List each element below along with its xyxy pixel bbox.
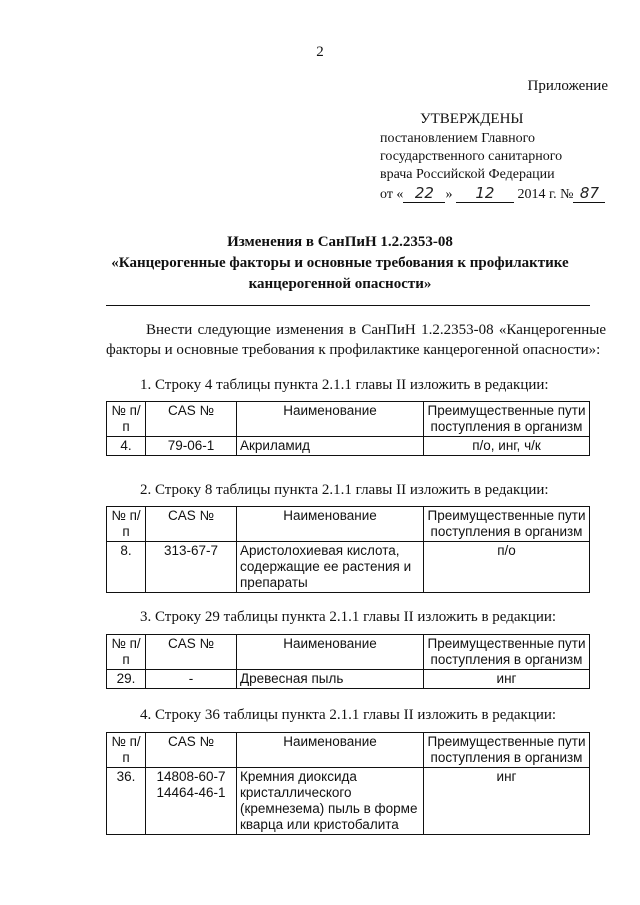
section-1-title: 1. Строку 4 таблицы пункта 2.1.1 главы II изложить в редакции: bbox=[140, 377, 549, 393]
row-route: п/о bbox=[424, 542, 590, 593]
row-name: Кремния диоксида кристаллического (кремнезема) пыль в форме кварца или кристобалита bbox=[237, 768, 424, 835]
header-route: Преимущественные пути поступления в организм bbox=[424, 635, 590, 670]
title-line-1: Изменения в СанПиН 1.2.2353-08 bbox=[227, 234, 453, 250]
intro-text: Внести следующие изменения в СанПиН 1.2.2353-08 «Канцерогенные факторы и основные требования к профилактике канцерогенной опасности»: bbox=[106, 322, 606, 358]
row-route: п/о, инг, ч/к bbox=[424, 437, 590, 456]
row-cas: 79-06-1 bbox=[146, 437, 237, 456]
approval-line-2: государственного санитарного bbox=[380, 149, 563, 164]
row-cas: - bbox=[146, 670, 237, 689]
row-num: 36. bbox=[107, 768, 146, 835]
approval-heading: УТВЕРЖДЕНЫ bbox=[420, 111, 524, 127]
row-num: 4. bbox=[107, 437, 146, 456]
document-title bbox=[60, 232, 620, 295]
date-month: 12 bbox=[456, 184, 514, 203]
header-cas: CAS № bbox=[146, 507, 237, 542]
row-name: Древесная пыль bbox=[237, 670, 424, 689]
section-3-title: 3. Строку 29 таблицы пункта 2.1.1 главы II изложить в редакции: bbox=[140, 609, 557, 625]
header-cas: CAS № bbox=[146, 402, 237, 437]
row-route: инг bbox=[424, 670, 590, 689]
row-route: инг bbox=[424, 768, 590, 835]
table-row bbox=[107, 437, 590, 456]
title-divider bbox=[106, 305, 590, 306]
header-route: Преимущественные пути поступления в организм bbox=[424, 402, 590, 437]
row-cas: 313-67-7 bbox=[146, 542, 237, 593]
row-name: Аристолохиевая кислота, содержащие ее растения и препараты bbox=[237, 542, 424, 593]
table-header-row bbox=[107, 733, 590, 768]
table-row bbox=[107, 542, 590, 593]
approval-date-line bbox=[380, 184, 605, 204]
table-section-3 bbox=[106, 634, 590, 689]
header-route: Преимущественные пути поступления в организм bbox=[424, 733, 590, 768]
table-section-2 bbox=[106, 506, 590, 593]
table-header-row bbox=[107, 507, 590, 542]
row-name: Акриламид bbox=[237, 437, 424, 456]
row-cas: 14808-60-7 14464-46-1 bbox=[146, 768, 237, 835]
table-section-4 bbox=[106, 732, 590, 835]
title-line-2: «Канцерогенные факторы и основные требования к профилактике bbox=[111, 255, 569, 271]
header-name: Наименование bbox=[237, 507, 424, 542]
page-number: 2 bbox=[316, 44, 324, 60]
section-2-title: 2. Строку 8 таблицы пункта 2.1.1 главы II изложить в редакции: bbox=[140, 482, 549, 498]
approval-line-1: постановлением Главного bbox=[380, 131, 535, 146]
date-prefix: от « bbox=[380, 187, 404, 202]
row-num: 29. bbox=[107, 670, 146, 689]
header-num: № п/п bbox=[107, 733, 146, 768]
header-route: Преимущественные пути поступления в организм bbox=[424, 507, 590, 542]
intro-paragraph bbox=[106, 320, 606, 360]
section-4-title: 4. Строку 36 таблицы пункта 2.1.1 главы II изложить в редакции: bbox=[140, 707, 557, 723]
date-mid: » bbox=[445, 187, 453, 202]
header-num: № п/п bbox=[107, 402, 146, 437]
decree-number: 87 bbox=[573, 184, 605, 203]
date-year: 2014 г. № bbox=[517, 187, 574, 202]
appendix-label: Приложение bbox=[527, 78, 608, 94]
header-cas: CAS № bbox=[146, 733, 237, 768]
row-num: 8. bbox=[107, 542, 146, 593]
table-section-1 bbox=[106, 401, 590, 456]
header-cas: CAS № bbox=[146, 635, 237, 670]
header-num: № п/п bbox=[107, 635, 146, 670]
title-line-3: канцерогенной опасности» bbox=[248, 276, 432, 292]
header-name: Наименование bbox=[237, 402, 424, 437]
approval-line-3: врача Российской Федерации bbox=[380, 167, 555, 182]
approval-block bbox=[380, 110, 605, 204]
table-row bbox=[107, 768, 590, 835]
table-header-row bbox=[107, 635, 590, 670]
header-name: Наименование bbox=[237, 635, 424, 670]
date-day: 22 bbox=[403, 184, 445, 203]
table-row bbox=[107, 670, 590, 689]
header-num: № п/п bbox=[107, 507, 146, 542]
header-name: Наименование bbox=[237, 733, 424, 768]
table-header-row bbox=[107, 402, 590, 437]
